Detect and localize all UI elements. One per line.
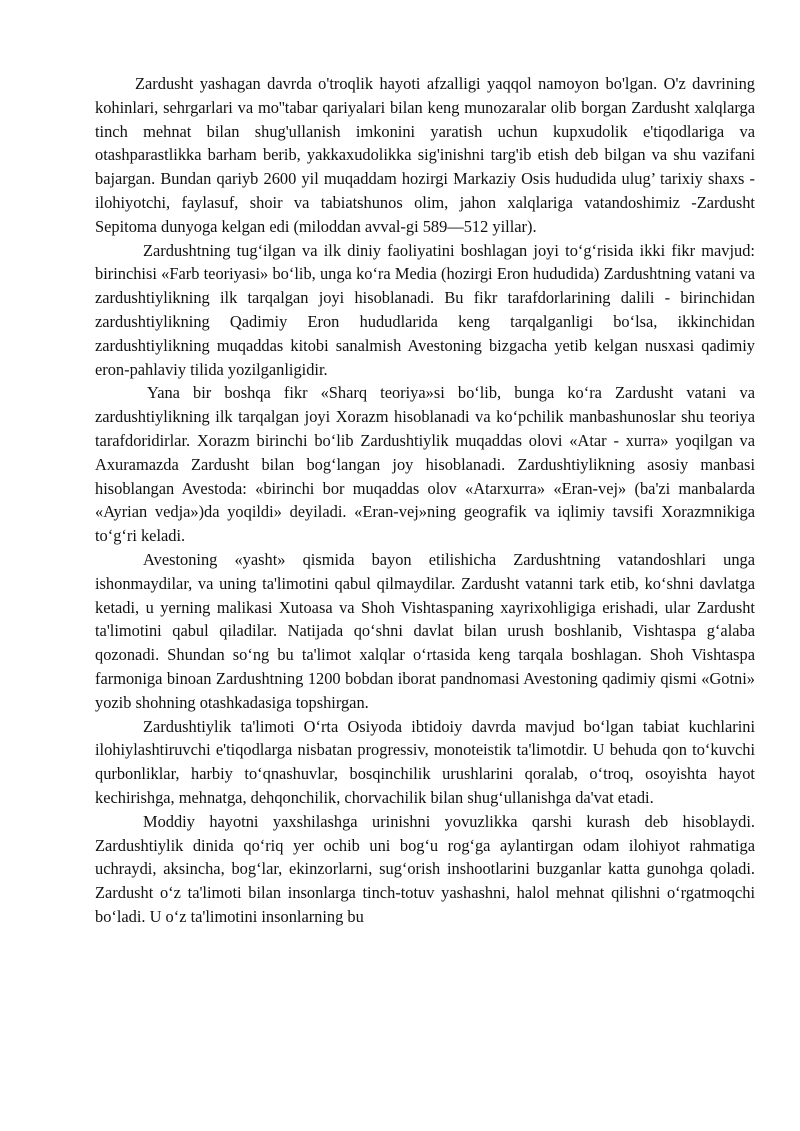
paragraph-6: Moddiy hayotni yaxshilashga urinishni yovuzlikka qarshi kurash deb hisoblaydi. Zardushtiylik dinida qo‘riq yer ochib uni bog‘u rog‘ga aylantirgan odam ilohiyot rahmatiga uchraydi, aksincha, bog‘lar, ekinzorlarni, sug‘orish inshootlarini buzganlar katta gunohga qoladi. Zardusht o‘z ta'limoti bilan insonlarga tinch-totuv yashashni, halol mehnat qilishni o‘rgatmoqchi bo‘ladi. U o‘z ta'limotini insonlarning bu bbox=[95, 811, 755, 926]
paragraph-5: Zardushtiylik ta'limoti O‘rta Osiyoda ibtidoiy davrda mavjud bo‘lgan tabiat kuchlarini ilohiylashtiruvchi e'tiqodlarga nisbatan progressiv, monoteistik ta'limotdir. U behuda qon to‘kuvchi qurbonliklar, harbiy to‘qnashuvlar, bosqinchilik urushlarini qoralab, o‘troq, osoyishta hayot kechirishga, mehnatga, dehqonchilik, chorvachilik bilan shug‘ullanishga da'vat etadi. bbox=[95, 716, 755, 807]
paragraph-4: Avestoning «yasht» qismida bayon etilishicha Zardushtning vatandoshlari unga ishonmaydilar, va uning ta'limotini qabul qilmaydilar. Zardusht vatanni tark etib, ko‘shni davlatga ketadi, u yerning malikasi Xutoasa va Shoh Vishtaspaning xayrixohligiga erishadi, ular Zardusht ta'limotini qabul qiladilar. Natijada qo‘shni davlat bilan urush boshlanib, Vishtaspa g‘alaba qozonadi. Shundan so‘ng bu ta'limot xalqlar o‘rtasida keng tarqala boshlagan. Shoh Vishtaspa farmoniga binoan Zardushtning 1200 bobdan iborat pandnomasi Avestoning qadimiy qismi «Gotni» yozib shohning otashkadasiga topshirgan. bbox=[95, 549, 755, 712]
document-page bbox=[95, 72, 755, 929]
paragraph-3: Yana bir boshqa fikr «Sharq teoriya»si bo‘lib, bunga ko‘ra Zardusht vatani va zardushtiylikning ilk tarqalgan joyi Xorazm hisoblanadi va ko‘pchilik manbashunoslar shu teoriya tarafdoridirlar. Xorazm birinchi bo‘lib Zardushtiylik muqaddas olovi «Atar - xurra» yoqilgan va Axuramazda Zardusht bilan bog‘langan joy hisoblanadi. Zardushtiylikning asosiy manbasi hisoblangan Avestoda: «birinchi bor muqaddas olov «Atarxurra» «Eran-vej» (ba'zi manbalarda «Ayrian vedja»)da yoqildi» deyiladi. «Eran-vej»ning geografik va iqlimiy tavsifi Xorazmnikiga to‘g‘ri keladi. bbox=[95, 383, 755, 546]
paragraph-2: Zardushtning tug‘ilgan va ilk diniy faoliyatini boshlagan joyi to‘g‘risida ikki fikr mavjud: birinchisi «Farb teoriyasi» bo‘lib, unga ko‘ra Media (hozirgi Eron hududida) Zardushtning vatani va zardushtiylikning ilk tarqalgan joyi hisoblanadi. Bu fikr tarafdorlarining dalili - birinchidan zardushtiylikning Qadimiy Eron hududlarida keng tarqalganligi bo‘lsa, ikkinchidan zardushtiylikning muqaddas kitobi sanalmish Avestoning bizgacha yetib kelgan nusxasi qadimiy eron-pahlaviy tilida yozilganligidir. bbox=[95, 240, 755, 379]
paragraph-1: Zardusht yashagan davrda o'troqlik hayoti afzalligi yaqqol namoyon bo'lgan. O'z davrining kohinlari, sehrgarlari va mo''tabar qariyalari bilan keng munozaralar olib borgan Zardusht xalqlarga tinch mehnat bilan shug'ullanish imkonini yaratish uchun kupxudolik e'tiqodlariga va otashparastlikka barham berib, yakkaxudolikka sig'inishni targ'ib etish deb bilgan va shu vazifani bajargan. Bundan qariyb 2600 yil muqaddam hozirgi Markaziy Osis hududida ulug’ tarixiy shaxs - ilohiyotchi, faylasuf, shoir va tabiatshunos olim, jahon xalqlariga vatandoshimiz -Zardusht Sepitoma dunyoga kelgan edi (miloddan avval-gi 589—512 yillar). bbox=[95, 74, 755, 236]
